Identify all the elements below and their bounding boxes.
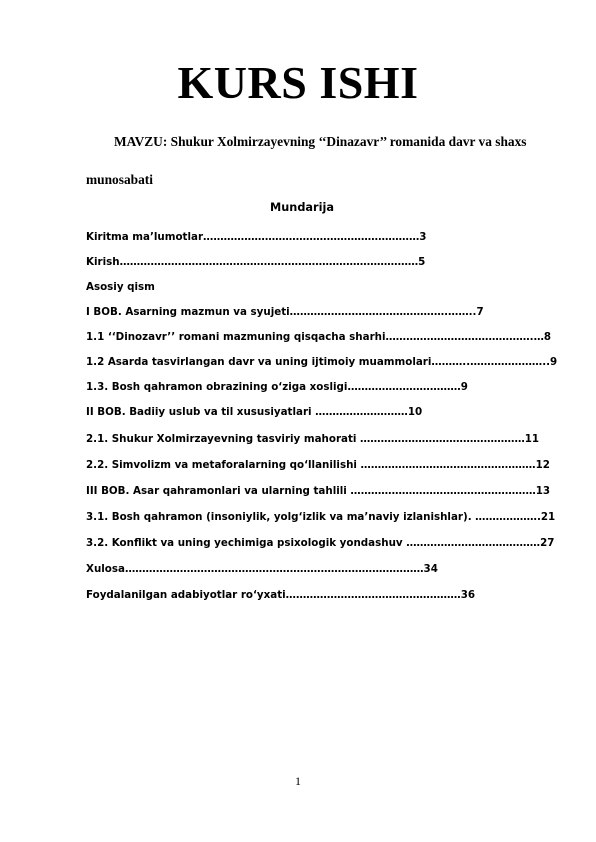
topic-line-1: MAVZU: Shukur Xolmirzayevning ‘‘Dinazavr’’ romanida davr va shaxs <box>114 134 527 149</box>
toc-heading: Mundarija <box>270 201 334 214</box>
toc-entry: II BOB. Badiiy uslub va til xususiyatlari ………………………10 <box>86 406 423 418</box>
toc-entry: Kiritma ma’lumotlar………………………………………………………3 <box>86 231 427 243</box>
toc-entry: Xulosa……………………………………………………………………………34 <box>86 563 438 575</box>
toc-entry: 3.2. Konflikt va uning yechimiga psixologik yondashuv …………………………………27 <box>86 537 555 549</box>
document-title: KURS ISHI <box>177 57 419 108</box>
toc-entry: Foydalanilgan adabiyotlar ro‘yxati……………………………………………36 <box>86 589 476 601</box>
toc-entry: Kirish……………………………………………………………………………5 <box>86 256 426 268</box>
toc-entry: 1.1 ‘‘Dinozavr’’ romani mazmuning qisqacha sharhi…………………………………….…8 <box>86 331 552 343</box>
topic-line-2: munosabati <box>86 172 153 187</box>
toc-entry: 2.2. Simvolizm va metaforalarning qo‘llanilishi ……………………………………………12 <box>86 459 550 471</box>
toc-entry: 1.2 Asarda tasvirlangan davr va uning ijtimoiy muammolari………..…………………..9 <box>86 356 558 368</box>
page-number: 1 <box>295 774 301 788</box>
toc-entry: 1.3. Bosh qahramon obrazining o‘ziga xosligi……………………………9 <box>86 381 468 393</box>
toc-entry: III BOB. Asar qahramonlari va ularning tahlili ………………………………………………13 <box>86 485 551 497</box>
toc-entry: 3.1. Bosh qahramon (insoniylik, yolg‘izlik va ma’naviy izlanishlar). ……………….21 <box>86 511 556 523</box>
toc-entry: 2.1. Shukur Xolmirzayevning tasviriy mahorati …………………………………………11 <box>86 433 540 445</box>
toc-entry: I BOB. Asarning mazmun va syujeti……………………………………….……..7 <box>86 306 484 318</box>
toc-entry: Asosiy qism <box>86 281 155 293</box>
topic <box>86 123 556 199</box>
